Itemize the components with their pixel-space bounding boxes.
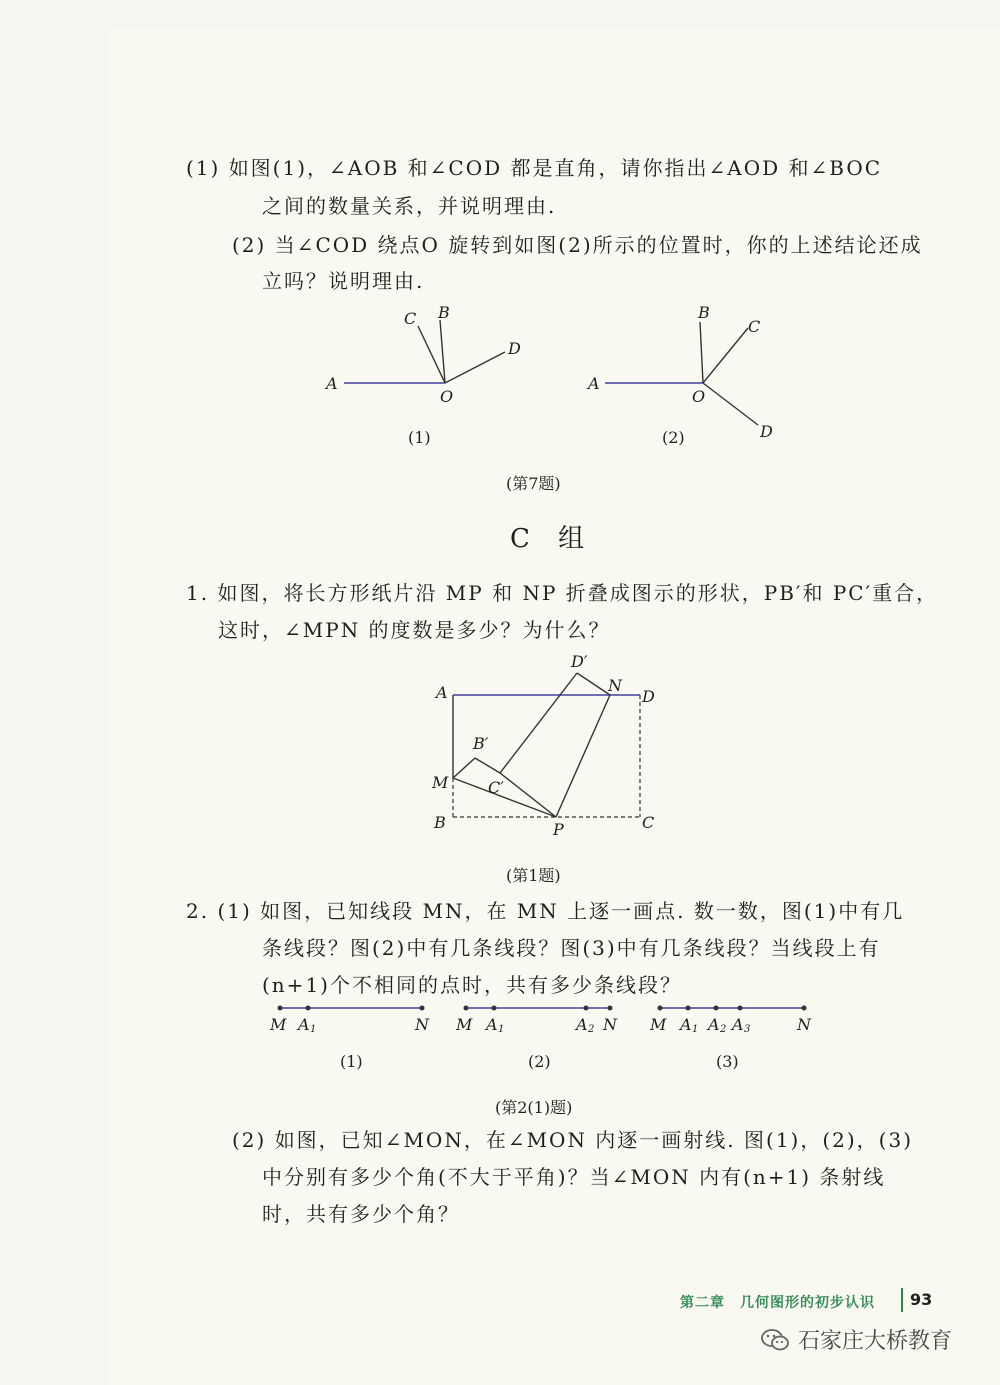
q7f1-label-d: D xyxy=(508,339,521,358)
q7-caption: (第7题) xyxy=(506,474,561,493)
wechat-icon xyxy=(760,1328,790,1352)
c1-label-p: P xyxy=(553,820,564,839)
c2f2-label-a1: A xyxy=(486,1015,498,1034)
c1-label-n: N xyxy=(608,676,622,695)
c1-caption: (第1题) xyxy=(506,866,561,885)
c2f3-label-m: M xyxy=(650,1015,667,1034)
page-number: 93 xyxy=(910,1290,933,1309)
c2f1-sub-1: 1 xyxy=(310,1024,317,1035)
q7-part2-line2: 立吗？说明理由. xyxy=(262,269,425,293)
c2-part1-line1: 2. (1) 如图，已知线段 MN，在 MN 上逐一画点. 数一数，图(1)中有几 xyxy=(186,899,905,923)
c2-part1-line2: 条线段？图(2)中有几条线段？图(3)中有几条线段？当线段上有 xyxy=(262,936,881,960)
c2-figure-3-caption: (3) xyxy=(716,1052,739,1071)
c1-label-b: B xyxy=(434,813,446,832)
watermark-text: 石家庄大桥教育 xyxy=(798,1329,953,1354)
c2-part2-line1: (2) 如图，已知∠MON，在∠MON 内逐一画射线. 图(1)，(2)，(3) xyxy=(232,1128,914,1152)
c2-figure-1-caption: (1) xyxy=(340,1052,363,1071)
c2f1-label-a1: A xyxy=(298,1015,310,1034)
c2f2-label-a2: A xyxy=(576,1015,588,1034)
q7f1-label-o: O xyxy=(440,387,454,406)
q7f1-label-a: A xyxy=(326,374,338,393)
c1-line2: 这时，∠MPN 的度数是多少？为什么？ xyxy=(218,618,611,642)
c2-segment-figures xyxy=(260,998,820,1038)
q7f2-label-o: O xyxy=(692,387,706,406)
q7-part2-line1: (2) 当∠COD 绕点O 旋转到如图(2)所示的位置时，你的上述结论还成 xyxy=(232,233,923,257)
c2f3-sub-3: 3 xyxy=(744,1024,751,1035)
c1-label-d: D xyxy=(642,687,655,706)
c2-segment-figure-2 xyxy=(455,1006,618,1036)
c1-label-bprime: B′ xyxy=(473,734,489,753)
c2f3-sub-2: 2 xyxy=(720,1024,727,1035)
q7f2-label-d: D xyxy=(760,422,773,441)
c2f2-label-m: M xyxy=(456,1015,473,1034)
c2f3-label-a3: A xyxy=(732,1015,744,1034)
c1-line1: 1. 如图，将长方形纸片沿 MP 和 NP 折叠成图示的形状，PB′和 PC′重合， xyxy=(186,581,939,605)
c2-figure-2-caption: (2) xyxy=(528,1052,551,1071)
c2-caption: (第2(1)题) xyxy=(495,1098,573,1117)
c1-label-cprime: C′ xyxy=(488,778,504,797)
footer-divider xyxy=(901,1288,903,1312)
c2-segment-figure-3 xyxy=(649,1006,812,1036)
c1-label-dprime: D′ xyxy=(571,652,588,671)
section-title: C 组 xyxy=(510,524,595,554)
c2f2-label-n: N xyxy=(603,1015,617,1034)
q7-figure-1-caption: (1) xyxy=(408,428,431,447)
c2f3-sub-1: 1 xyxy=(692,1024,699,1035)
q7-part1-line2: 之间的数量关系，并说明理由. xyxy=(262,194,557,218)
q7-figure-1 xyxy=(324,303,521,406)
c2-segment-figure-1 xyxy=(269,1006,430,1036)
c1-figure xyxy=(420,645,670,845)
q7f1-label-c: C xyxy=(404,309,417,328)
c2f3-label-a1: A xyxy=(680,1015,692,1034)
c2f3-label-n: N xyxy=(797,1015,811,1034)
q7f2-label-b: B xyxy=(698,303,710,322)
q7-figure-2-caption: (2) xyxy=(662,428,685,447)
c1-label-m: M xyxy=(432,773,449,792)
q7-figure-2 xyxy=(586,303,773,441)
watermark xyxy=(760,1324,952,1355)
c2f1-label-m: M xyxy=(270,1015,287,1034)
c1-label-c: C xyxy=(642,813,655,832)
q7f1-label-b: B xyxy=(438,303,450,322)
q7-part1-line1: (1) 如图(1)，∠AOB 和∠COD 都是直角，请你指出∠AOD 和∠BOC xyxy=(186,156,883,180)
c2f2-sub-1: 1 xyxy=(498,1024,505,1035)
q7f2-label-a: A xyxy=(588,374,600,393)
c2-part2-line2: 中分别有多少个角(不大于平角)？当∠MON 内有(n+1) 条射线 xyxy=(262,1165,886,1189)
c2f1-label-n: N xyxy=(415,1015,429,1034)
q7f2-label-c: C xyxy=(748,317,761,336)
c2-part1-line3: (n+1)个不相同的点时，共有多少条线段？ xyxy=(262,973,682,997)
c1-label-a: A xyxy=(436,683,448,702)
c2f2-sub-2: 2 xyxy=(588,1024,595,1035)
c2-part2-line3: 时，共有多少个角？ xyxy=(262,1202,460,1226)
c2f3-label-a2: A xyxy=(708,1015,720,1034)
q7-figures xyxy=(320,300,780,450)
footer-chapter: 第二章 几何图形的初步认识 xyxy=(680,1295,875,1311)
